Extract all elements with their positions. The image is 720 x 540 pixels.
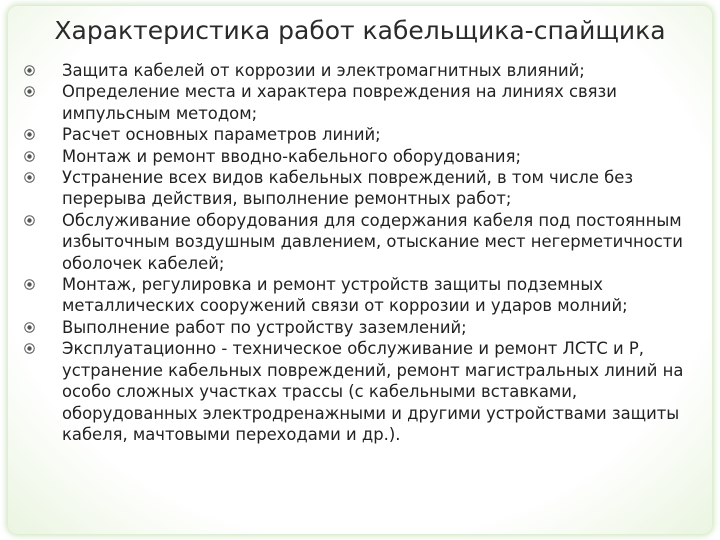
slide-title: Характеристика работ кабельщика-спайщика (54, 16, 666, 45)
list-item (16, 317, 706, 338)
list-item (16, 167, 706, 210)
list-item-text: Монтаж и ремонт вводно-кабельного оборудования; (62, 146, 521, 166)
bullet-list (16, 60, 706, 445)
list-item-text: Устранение всех видов кабельных повреждений, в том числе без перерыва действия, выполнение ремонтных работ; (62, 168, 634, 209)
list-item (16, 81, 706, 124)
list-item-text: Определение места и характера повреждения на линиях связи импульсным методом; (62, 82, 617, 123)
list-item (16, 338, 706, 445)
circled-dot-icon (24, 279, 35, 290)
list-item (16, 146, 706, 167)
list-item-text: Защита кабелей от коррозии и электромагнитных влияний; (62, 61, 585, 80)
list-item-text: Расчет основных параметров линий; (62, 125, 381, 145)
circled-dot-icon (24, 322, 35, 333)
circled-dot-icon (24, 151, 35, 162)
list-item (16, 124, 706, 145)
circled-dot-icon (24, 343, 35, 354)
list-item-text: Выполнение работ по устройству заземлений; (62, 317, 467, 337)
list-item-text: Монтаж, регулировка и ремонт устройств защиты подземных металлических сооружений связи от коррозии и ударов молний; (62, 275, 628, 316)
list-item (16, 60, 706, 81)
list-item (16, 210, 706, 274)
circled-dot-icon (24, 65, 35, 76)
circled-dot-icon (24, 86, 35, 97)
list-item-text: Обслуживание оборудования для содержания кабеля под постоянным избыточным воздушным давлением, отыскание мест негерметичности оболочек кабелей; (62, 210, 683, 273)
circled-dot-icon (24, 129, 35, 140)
circled-dot-icon (24, 172, 35, 183)
list-item-text: Эксплуатационно - техническое обслуживание и ремонт ЛСТС и Р, устранение кабельных повреждений, ремонт магистральных линий на особо сложных участках трассы (с кабельными вставками, оборудованных электродренажными и другими устройствами защиты кабеля, мачтовыми переходами и др.). (62, 339, 684, 444)
circled-dot-icon (24, 215, 35, 226)
list-item (16, 274, 706, 317)
